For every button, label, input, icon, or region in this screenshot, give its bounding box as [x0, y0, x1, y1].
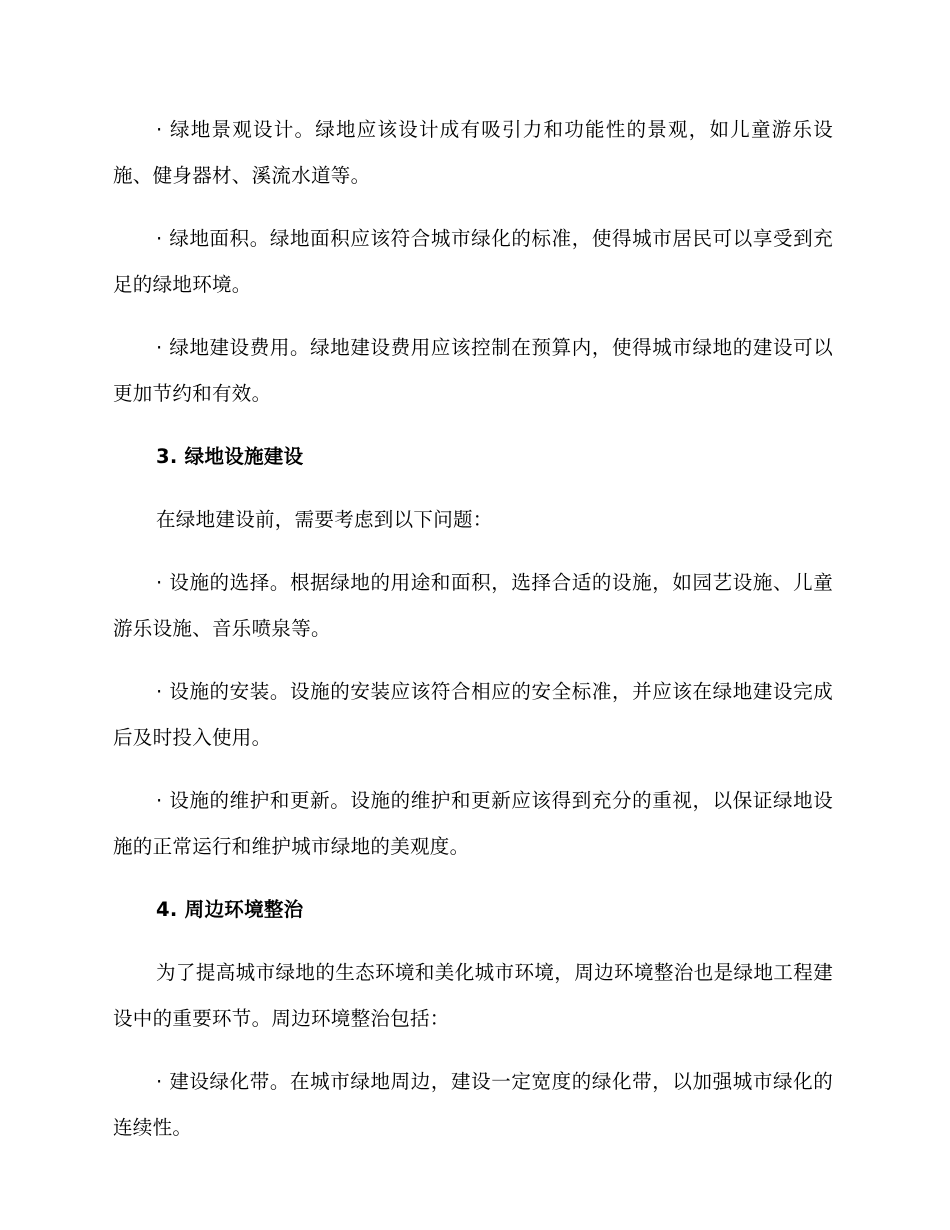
bullet-green-area: · 绿地面积。绿地面积应该符合城市绿化的标准，使得城市居民可以享受到充足的绿地环境。	[113, 227, 833, 296]
intro-paragraph-facilities: 在绿地建设前，需要考虑到以下问题：	[156, 508, 493, 531]
bullet-facility-installation: · 设施的安装。设施的安装应该符合相应的安全标准，并应该在绿地建设完成后及时投入使用。	[113, 680, 833, 749]
bullet-landscape-design: · 绿地景观设计。绿地应该设计成有吸引力和功能性的景观，如儿童游乐设施、健身器材、溪流水道等。	[113, 118, 833, 187]
document-body	[113, 107, 833, 1168]
intro-paragraph-environment: 为了提高城市绿地的生态环境和美化城市环境，周边环境整治也是绿地工程建设中的重要环节。周边环境整治包括：	[113, 961, 833, 1030]
bullet-construction-cost: · 绿地建设费用。绿地建设费用应该控制在预算内，使得城市绿地的建设可以更加节约和有效。	[113, 336, 833, 405]
section-heading-environment: 4. 周边环境整治	[156, 898, 304, 921]
bullet-green-belt: · 建设绿化带。在城市绿地周边，建设一定宽度的绿化带，以加强城市绿化的连续性。	[113, 1070, 833, 1139]
section-heading-facilities: 3. 绿地设施建设	[156, 445, 304, 468]
bullet-facility-maintenance: · 设施的维护和更新。设施的维护和更新应该得到充分的重视，以保证绿地设施的正常运行和维护城市绿地的美观度。	[113, 789, 833, 858]
bullet-facility-selection: · 设施的选择。根据绿地的用途和面积，选择合适的设施，如园艺设施、儿童游乐设施、音乐喷泉等。	[113, 571, 833, 640]
